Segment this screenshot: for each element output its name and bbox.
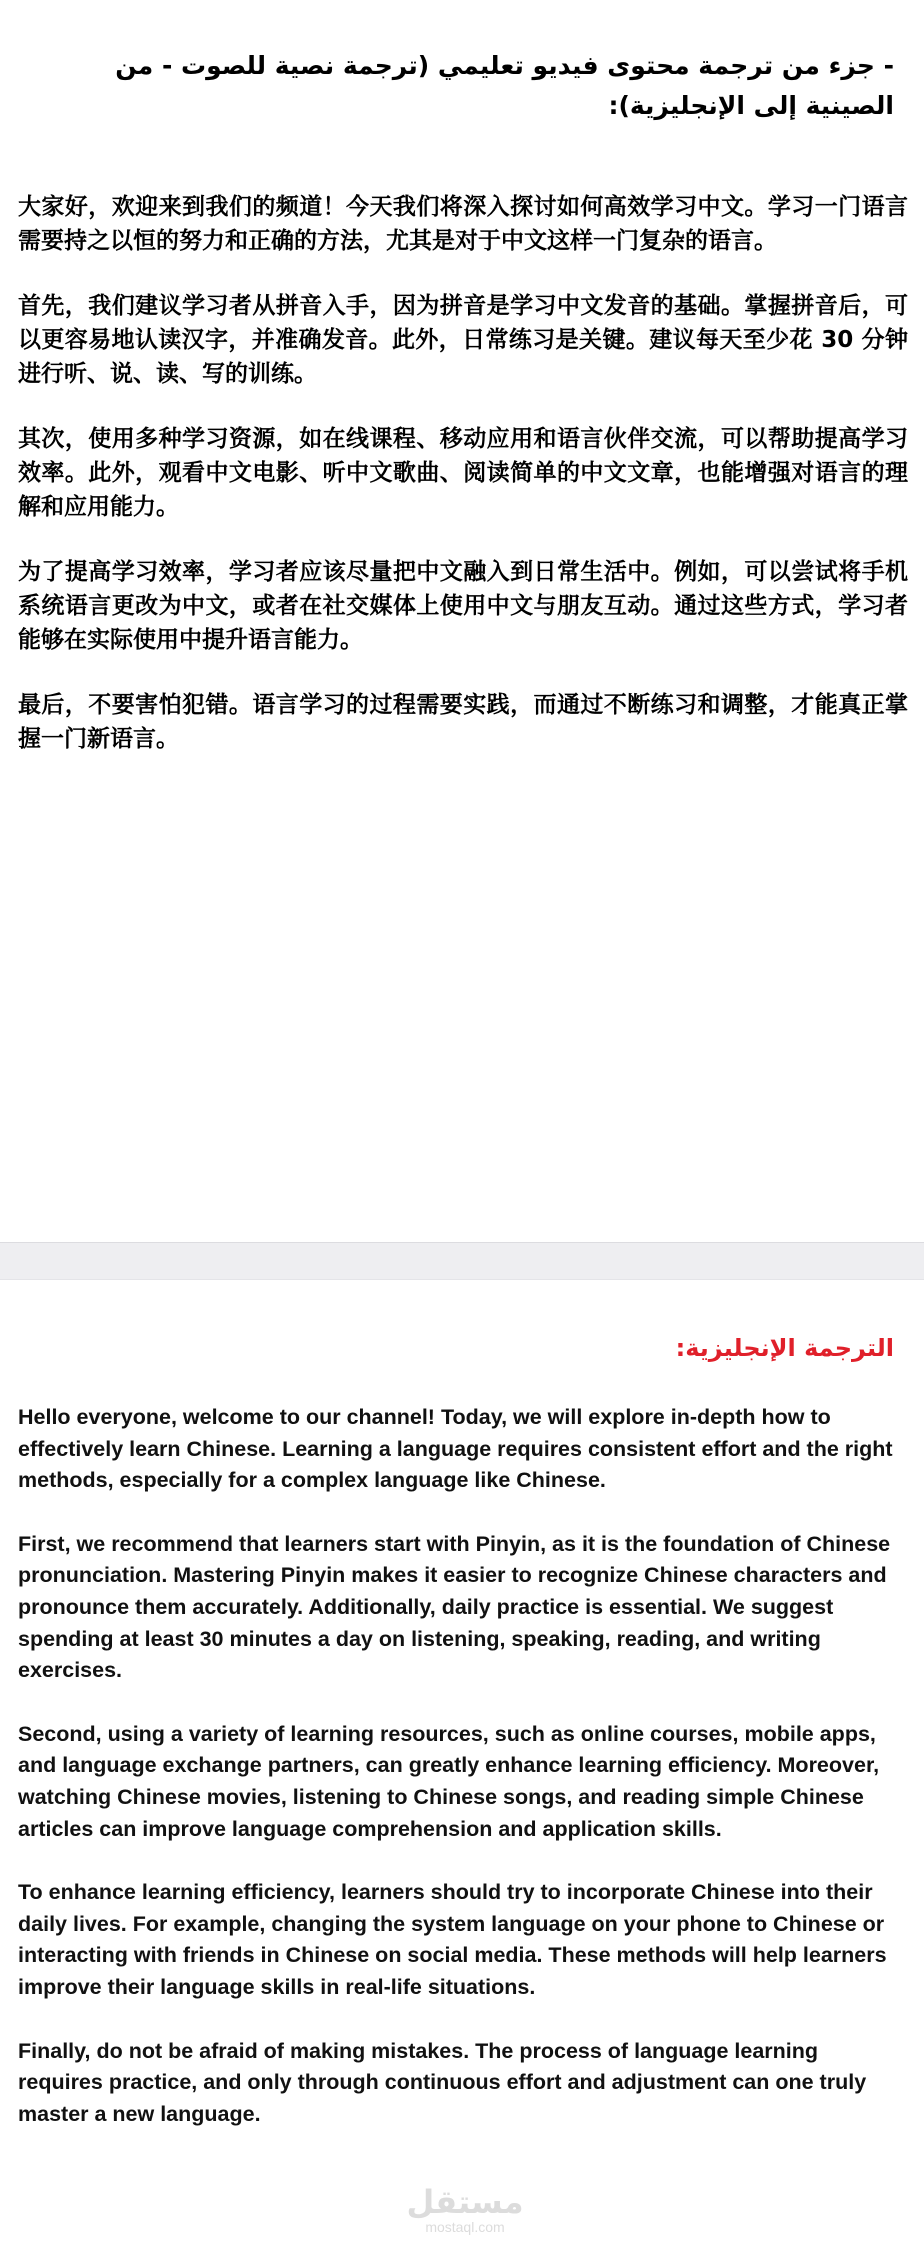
mostaql-watermark	[405, 2185, 525, 2235]
chinese-text-block	[18, 190, 908, 787]
english-paragraph: Hello everyone, welcome to our channel! Today, we will explore in-depth how to effectively learn Chinese. Learning a language requires consistent effort and the right methods, especially for a complex language like Chinese.	[18, 1405, 893, 1493]
chinese-paragraph: 大家好，欢迎来到我们的频道！今天我们将深入探讨如何高效学习中文。学习一门语言需要持之以恒的努力和正确的方法，尤其是对于中文这样一门复杂的语言。	[18, 194, 908, 254]
watermark-logo-text: مستقل	[406, 2183, 524, 2221]
document-page-2	[0, 1280, 924, 2252]
arabic-heading: - جزء من ترجمة محتوى فيديو تعليمي (ترجمة نصية للصوت - من الصينية إلى الإنجليزية):	[115, 51, 894, 120]
page-separator	[0, 1242, 924, 1280]
chinese-paragraph: 最后，不要害怕犯错。语言学习的过程需要实践，而通过不断练习和调整，才能真正掌握一门新语言。	[18, 692, 908, 752]
english-text-block	[18, 1402, 908, 2162]
english-paragraph: Finally, do not be afraid of making mistakes. The process of language learning requires practice, and only through continuous effort and adjustment can one truly master a new language.	[18, 2038, 867, 2126]
arabic-subheading: الترجمة الإنجليزية:	[675, 1334, 894, 1362]
english-paragraph: Second, using a variety of learning resources, such as online courses, mobile apps, and language exchange partners, can greatly enhance learning efficiency. Moreover, watching Chinese movies, listening to Chinese songs, and reading simple Chinese articles can improve language comprehension and application skills.	[18, 1721, 880, 1841]
english-paragraph: To enhance learning efficiency, learners should try to incorporate Chinese into their daily lives. For example, changing the system language on your phone to Chinese or interacting with friends in Chinese on social media. These methods will help learners improve their language skills in real-life situations.	[18, 1880, 887, 1999]
chinese-paragraph: 其次，使用多种学习资源，如在线课程、移动应用和语言伙伴交流，可以帮助提高学习效率。此外，观看中文电影、听中文歌曲、阅读简单的中文文章，也能增强对语言的理解和应用能力。	[18, 426, 908, 520]
chinese-paragraph: 首先，我们建议学习者从拼音入手，因为拼音是学习中文发音的基础。掌握拼音后，可以更容易地认读汉字，并准确发音。此外，日常练习是关键。建议每天至少花 30 分钟进行听、说、读、写的训练。	[18, 293, 908, 387]
english-paragraph: First, we recommend that learners start with Pinyin, as it is the foundation of Chinese pronunciation. Mastering Pinyin makes it easier to recognize Chinese characters and pronounce them accurately. Additionally, daily practice is essential. We suggest spending at least 30 minutes a day on listening, speaking, reading, and writing exercises.	[18, 1531, 891, 1683]
watermark-site-text: mostaql.com	[425, 2219, 505, 2235]
chinese-paragraph: 为了提高学习效率，学习者应该尽量把中文融入到日常生活中。例如，可以尝试将手机系统语言更改为中文，或者在社交媒体上使用中文与朋友互动。通过这些方式，学习者能够在实际使用中提升语言能力。	[18, 559, 908, 653]
